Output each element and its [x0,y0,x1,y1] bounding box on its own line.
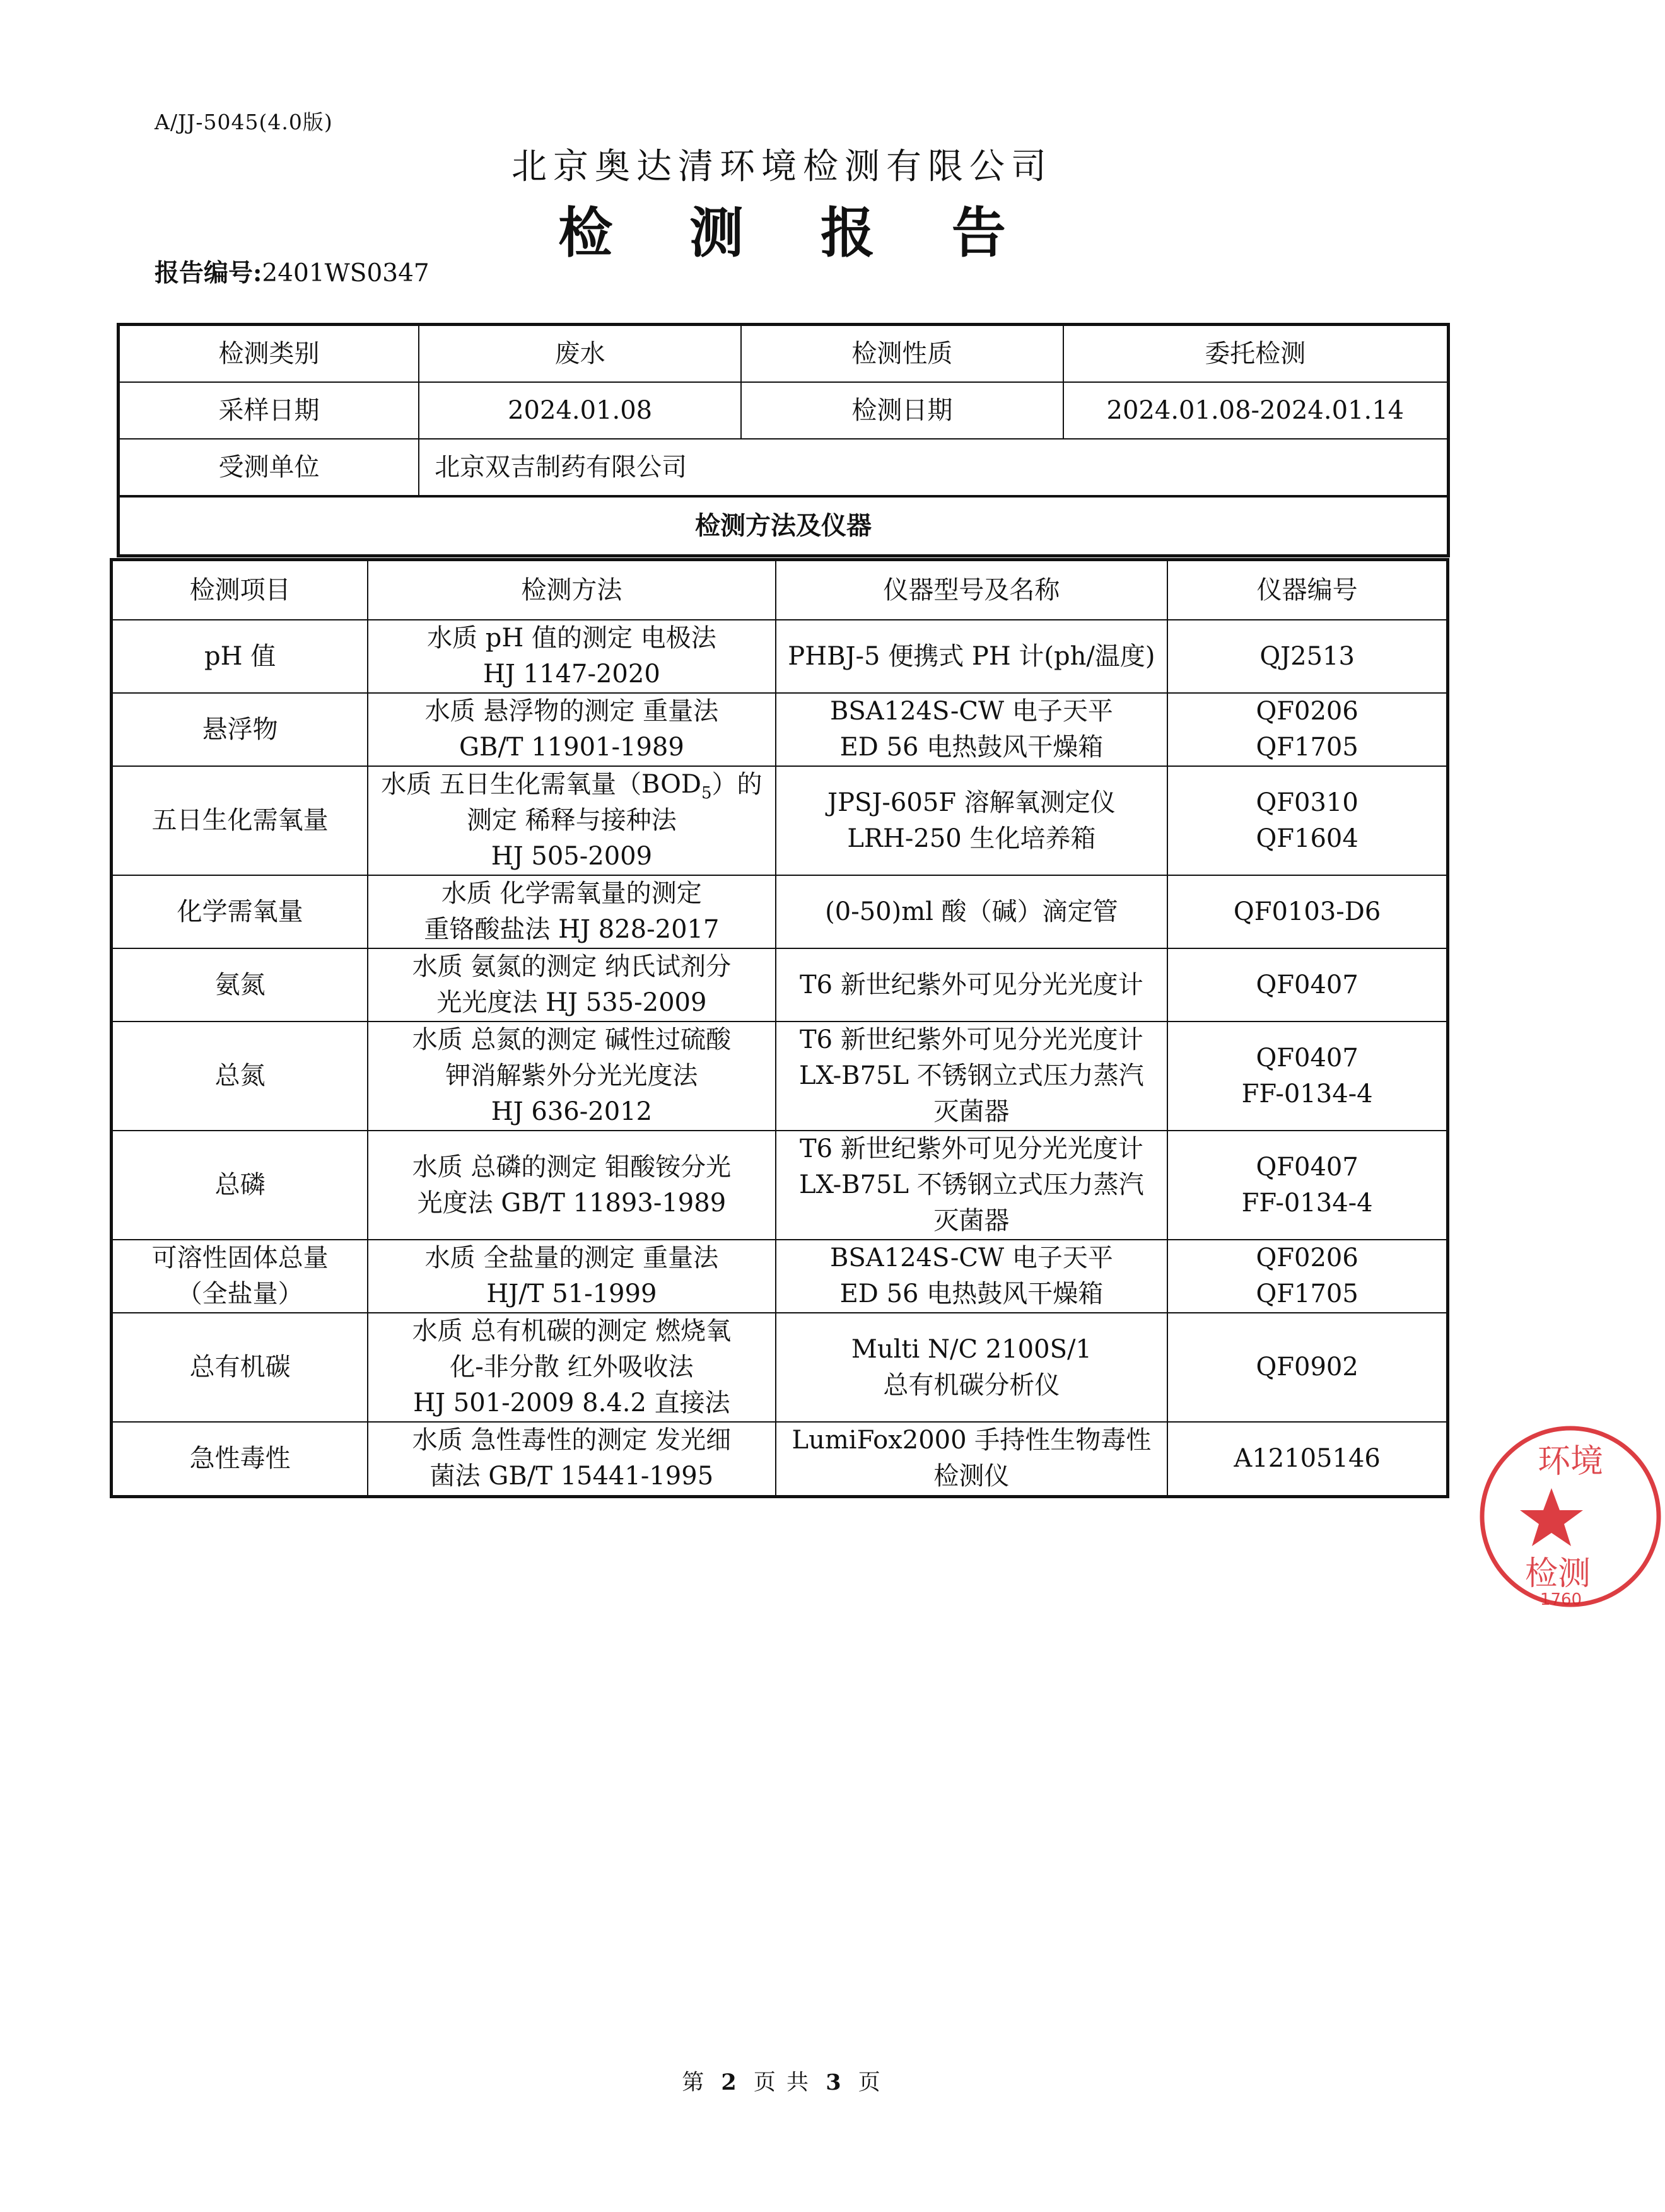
instrument-line: BSA124S-CW 电子天平 [829,697,1113,726]
method-line: 水质 pH 值的测定 电极法 [427,624,716,653]
code-line: QF0902 [1256,1353,1358,1382]
method-line: HJ 501-2009 8.4.2 直接法 [413,1388,730,1417]
method-cell [368,948,775,1022]
instrument-line: 检测仪 [933,1462,1010,1491]
item-cell [112,693,368,766]
instrument-line: PHBJ-5 便携式 PH 计(ph/温度) [788,641,1155,671]
report-title: 检 测 报 告 [558,201,1035,265]
code-line: QF0407 [1256,1043,1358,1073]
client-label: 受测单位 [119,439,419,496]
table-row [112,948,1448,1022]
code-cell [1167,1313,1447,1422]
instrument-cell [776,1131,1168,1240]
method-cell [368,766,775,875]
item-line: 化学需氧量 [177,897,303,926]
instrument-line: ED 56 电热鼓风干燥箱 [839,1279,1104,1308]
item-cell [112,1022,368,1131]
seal-star-icon [1520,1488,1583,1546]
item-cell [112,1131,368,1240]
current-page: 2 [721,2069,739,2095]
instrument-cell [776,620,1168,693]
table-row [112,875,1448,948]
instrument-line: T6 新世纪紫外可见分光光度计 [799,970,1143,999]
item-cell [112,1240,368,1313]
method-line: 化-非分散 红外吸收法 [450,1353,694,1382]
code-line: QJ2513 [1259,641,1355,671]
footer-prefix: 第 [682,2070,706,2095]
seal-serial: 1760 [1539,1590,1582,1609]
sampling-date-label: 采样日期 [119,382,419,439]
info-row-client [119,439,1449,496]
table-row [112,1022,1448,1131]
seal-text-top: 环境 [1537,1443,1604,1481]
instrument-line: T6 新世纪紫外可见分光光度计 [799,1025,1143,1054]
code-cell [1167,948,1447,1022]
footer-suffix: 页 [858,2070,882,2095]
code-line: QF0310 [1256,788,1358,817]
company-seal [1476,1422,1665,1611]
code-line: FF-0134-4 [1241,1188,1373,1218]
code-line: QF0206 [1256,697,1358,726]
method-line: HJ/T 51-1999 [486,1279,657,1308]
instrument-line: (0-50)ml 酸（碱）滴定管 [825,897,1118,926]
total-pages: 3 [826,2069,843,2095]
code-cell [1167,1022,1447,1131]
method-cell [368,1131,775,1240]
instrument-line: Multi N/C 2100S/1 [851,1334,1092,1364]
instrument-line: ED 56 电热鼓风干燥箱 [839,733,1104,762]
code-line: FF-0134-4 [1241,1079,1373,1109]
item-line: pH 值 [204,641,276,671]
table-row [112,1240,1448,1313]
table-row [112,620,1448,693]
page-footer [0,2065,1564,2097]
test-date-label: 检测日期 [741,382,1063,439]
test-date-value: 2024.01.08-2024.01.14 [1063,382,1449,439]
method-line: 水质 氨氮的测定 纳氏试剂分 [412,952,732,981]
method-cell [368,693,775,766]
code-cell [1167,766,1447,875]
column-header: 检测项目 [112,560,368,620]
method-line: 钾消解紫外分光光度法 [445,1061,698,1090]
nature-value: 委托检测 [1063,325,1449,383]
nature-label: 检测性质 [741,325,1063,383]
code-line: QF0206 [1256,1243,1358,1272]
instrument-cell [776,875,1168,948]
method-line: 测定 稀释与接种法 [467,806,677,835]
info-row-section [119,496,1449,556]
code-line: QF1604 [1256,824,1358,853]
method-text: 水质 五日生化需氧量（BOD [381,770,701,799]
table-row [112,766,1448,875]
method-text: ）的 [711,770,762,799]
table-row [112,1131,1448,1240]
method-line: 水质 急性毒性的测定 发光细 [412,1426,732,1455]
form-code: A/JJ-5045(4.0版) [155,110,333,134]
item-cell [112,766,368,875]
method-line: 光度法 GB/T 11893-1989 [417,1188,727,1218]
code-cell [1167,1131,1447,1240]
sampling-date-value: 2024.01.08 [419,382,741,439]
method-line: 水质 总氮的测定 碱性过硫酸 [412,1025,732,1054]
category-label: 检测类别 [119,325,419,383]
column-header: 仪器型号及名称 [776,560,1168,620]
bod-subscript: 5 [701,784,712,803]
method-line: 菌法 GB/T 15441-1995 [429,1462,714,1491]
method-cell [368,875,775,948]
code-line: QF1705 [1256,733,1358,762]
item-line: （全盐量） [177,1279,303,1308]
table-row [112,1313,1448,1422]
method-line: 水质 总有机碳的测定 燃烧氧 [412,1317,732,1346]
seal-text-bottom: 检测 [1524,1555,1591,1593]
code-cell [1167,693,1447,766]
report-number-value: 2401WS0347 [262,259,429,288]
info-row-dates [119,382,1449,439]
instrument-line: 总有机碳分析仪 [883,1370,1060,1400]
method-line: HJ 505-2009 [491,842,653,871]
table-row [112,1422,1448,1496]
code-line: QF0103-D6 [1233,897,1381,926]
item-line: 五日生化需氧量 [151,806,329,835]
methods-table [110,558,1449,1498]
instrument-line: LX-B75L 不锈钢立式压力蒸汽 [799,1170,1144,1199]
item-cell [112,620,368,693]
method-line: 重铬酸盐法 HJ 828-2017 [424,915,720,944]
item-line: 可溶性固体总量 [151,1243,329,1272]
item-cell [112,875,368,948]
info-row-category [119,325,1449,383]
column-header: 仪器编号 [1167,560,1447,620]
method-line: HJ 1147-2020 [483,660,660,689]
item-line: 总氮 [214,1061,266,1090]
method-cell [368,620,775,693]
code-line: A12105146 [1234,1443,1381,1473]
code-cell [1167,875,1447,948]
section-title: 检测方法及仪器 [119,496,1449,556]
code-cell [1167,1422,1447,1496]
instrument-line: LX-B75L 不锈钢立式压力蒸汽 [799,1061,1144,1090]
instrument-line: T6 新世纪紫外可见分光光度计 [799,1134,1143,1163]
code-cell [1167,620,1447,693]
instrument-line: JPSJ-605F 溶解氧测定仪 [827,788,1116,817]
method-cell [368,1240,775,1313]
instrument-cell [776,693,1168,766]
instrument-line: 灭菌器 [933,1206,1010,1235]
column-header: 检测方法 [368,560,775,620]
method-line: GB/T 11901-1989 [459,733,684,762]
instrument-cell [776,1422,1168,1496]
report-number [155,253,429,289]
instrument-cell [776,948,1168,1022]
code-line: QF1705 [1256,1279,1358,1308]
item-line: 急性毒性 [189,1443,291,1473]
method-line: 水质 悬浮物的测定 重量法 [424,697,719,726]
item-line: 总磷 [214,1170,266,1199]
code-line: QF0407 [1256,1152,1358,1182]
methods-header-row [112,560,1448,620]
instrument-line: LRH-250 生化培养箱 [847,824,1096,853]
instrument-line: LumiFox2000 手持性生物毒性 [792,1426,1152,1455]
method-line: 水质 化学需氧量的测定 [441,879,702,908]
instrument-cell [776,1240,1168,1313]
item-line: 悬浮物 [202,714,278,744]
footer-middle: 页 共 [753,2070,811,2095]
method-cell [368,1313,775,1422]
instrument-cell [776,1022,1168,1131]
method-line: 水质 总磷的测定 钼酸铵分光 [412,1152,732,1182]
instrument-line: 灭菌器 [933,1097,1010,1126]
report-number-label: 报告编号: [155,259,262,288]
company-name: 北京奥达清环境检测有限公司 [511,146,1053,187]
instrument-cell [776,766,1168,875]
method-cell [368,1022,775,1131]
code-line: QF0407 [1256,970,1358,999]
client-value: 北京双吉制药有限公司 [419,439,1448,496]
category-value: 废水 [419,325,741,383]
item-cell [112,948,368,1022]
info-table [117,323,1450,557]
method-line [373,767,769,803]
item-line: 氨氮 [214,970,266,999]
method-line: 水质 全盐量的测定 重量法 [424,1243,719,1272]
method-line: 光光度法 HJ 535-2009 [436,988,707,1017]
code-cell [1167,1240,1447,1313]
item-cell [112,1313,368,1422]
item-line: 总有机碳 [189,1353,291,1382]
instrument-cell [776,1313,1168,1422]
table-row [112,693,1448,766]
item-cell [112,1422,368,1496]
method-cell [368,1422,775,1496]
method-line: HJ 636-2012 [491,1097,653,1126]
instrument-line: BSA124S-CW 电子天平 [829,1243,1113,1272]
